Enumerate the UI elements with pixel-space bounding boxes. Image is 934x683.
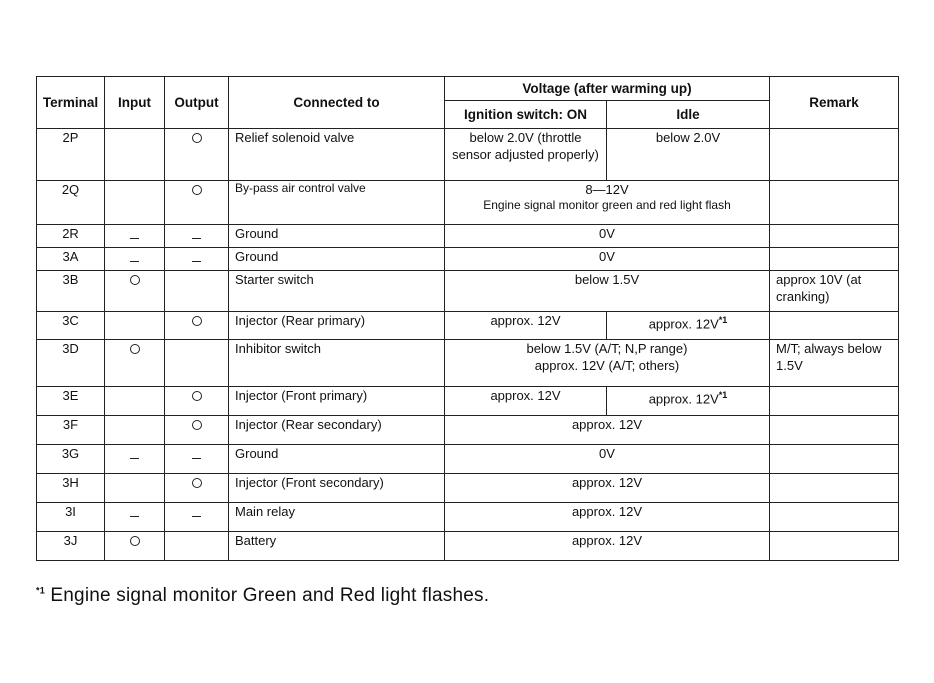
voltage-value-line2: Engine signal monitor green and red light flash <box>483 198 731 212</box>
dash-icon <box>192 516 201 517</box>
connected-to-cell: By-pass air control valve <box>229 181 445 225</box>
idle-cell <box>607 129 770 181</box>
input-cell <box>105 416 165 445</box>
voltage-value: approx. 12V <box>571 417 643 432</box>
terminal-cell: 3J <box>37 532 105 561</box>
connected-to-cell: Ground <box>229 445 445 474</box>
idle-footnote-mark: *1 <box>718 315 728 325</box>
connected-to-cell: Relief solenoid valve <box>229 129 445 181</box>
remark-cell <box>770 416 899 445</box>
table-row <box>37 225 899 248</box>
table-row <box>37 532 899 561</box>
connected-to-cell: Starter switch <box>229 271 445 312</box>
remark-cell <box>770 181 899 225</box>
connected-to-cell: Ground <box>229 248 445 271</box>
input-cell <box>105 181 165 225</box>
voltage-merged-cell <box>445 181 770 225</box>
terminal-cell: 3G <box>37 445 105 474</box>
idle-value: approx. 12V <box>648 391 719 407</box>
connected-to-cell: Ground <box>229 225 445 248</box>
header-output: Output <box>165 77 229 129</box>
output-cell <box>165 503 229 532</box>
dash-icon <box>130 261 139 262</box>
terminal-cell: 2P <box>37 129 105 181</box>
idle-value: below 2.0V <box>655 130 721 145</box>
terminal-cell: 3C <box>37 312 105 340</box>
input-cell <box>105 271 165 312</box>
input-cell <box>105 129 165 181</box>
output-cell <box>165 532 229 561</box>
circle-icon <box>192 133 202 143</box>
idle-cell <box>607 387 770 416</box>
voltage-merged-cell <box>445 271 770 312</box>
footnote-text: Engine signal monitor Green and Red light flashes. <box>50 585 490 606</box>
voltage-value: 8—12V <box>585 182 629 197</box>
output-cell <box>165 181 229 225</box>
voltage-merged-cell <box>445 248 770 271</box>
output-cell <box>165 445 229 474</box>
terminal-cell: 3I <box>37 503 105 532</box>
remark-cell <box>770 248 899 271</box>
voltage-value: approx. 12V <box>571 533 643 548</box>
remark-cell: M/T; always below 1.5V <box>770 340 899 387</box>
input-cell <box>105 312 165 340</box>
remark-cell <box>770 387 899 416</box>
terminal-voltage-table <box>36 76 898 561</box>
voltage-value-line2: approx. 12V (A/T; others) <box>534 358 680 373</box>
terminal-cell: 2Q <box>37 181 105 225</box>
circle-icon <box>192 478 202 488</box>
ignition-on-cell: approx. 12V <box>445 387 607 416</box>
remark-cell <box>770 225 899 248</box>
remark-cell <box>770 474 899 503</box>
footnote-mark: *1 <box>36 585 45 596</box>
ignition-on-cell: below 2.0V (throttle sensor adjusted properly) <box>445 129 607 181</box>
voltage-value: approx. 12V <box>571 475 643 490</box>
terminal-cell: 3B <box>37 271 105 312</box>
voltage-value: 0V <box>599 226 615 241</box>
idle-cell <box>607 312 770 340</box>
voltage-merged-cell <box>445 474 770 503</box>
voltage-merged-cell <box>445 503 770 532</box>
input-cell <box>105 248 165 271</box>
input-cell <box>105 445 165 474</box>
output-cell <box>165 129 229 181</box>
dash-icon <box>130 516 139 517</box>
remark-cell <box>770 129 899 181</box>
voltage-value: below 1.5V <box>574 272 640 287</box>
voltage-merged-cell <box>445 445 770 474</box>
output-cell <box>165 271 229 312</box>
connected-to-cell: Battery <box>229 532 445 561</box>
remark-cell <box>770 312 899 340</box>
voltage-merged-cell <box>445 532 770 561</box>
ignition-on-cell: approx. 12V <box>445 312 607 340</box>
remark-cell <box>770 532 899 561</box>
terminal-cell: 3D <box>37 340 105 387</box>
table-row <box>37 181 899 225</box>
remark-cell <box>770 445 899 474</box>
output-cell <box>165 474 229 503</box>
voltage-value: below 1.5V (A/T; N,P range) <box>526 341 688 356</box>
circle-icon <box>192 185 202 195</box>
output-cell <box>165 248 229 271</box>
dash-icon <box>130 238 139 239</box>
connected-to-cell: Main relay <box>229 503 445 532</box>
circle-icon <box>130 536 140 546</box>
connected-to-cell: Injector (Rear secondary) <box>229 416 445 445</box>
output-cell <box>165 312 229 340</box>
voltage-merged-cell <box>445 416 770 445</box>
header-terminal: Terminal <box>37 77 105 129</box>
circle-icon <box>130 275 140 285</box>
terminal-cell: 3E <box>37 387 105 416</box>
remark-cell <box>770 503 899 532</box>
table-row <box>37 248 899 271</box>
voltage-value: 0V <box>599 249 615 264</box>
input-cell <box>105 387 165 416</box>
header-voltage: Voltage (after warming up) <box>445 77 770 101</box>
circle-icon <box>192 420 202 430</box>
terminal-cell: 3F <box>37 416 105 445</box>
output-cell <box>165 340 229 387</box>
table-row <box>37 445 899 474</box>
idle-footnote-mark: *1 <box>718 390 728 400</box>
voltage-value: approx. 12V <box>571 504 643 519</box>
table-row <box>37 474 899 503</box>
dash-icon <box>192 238 201 239</box>
remark-cell: approx 10V (at cranking) <box>770 271 899 312</box>
voltage-value: 0V <box>599 446 615 461</box>
terminal-cell: 3H <box>37 474 105 503</box>
connected-to-cell: Inhibitor switch <box>229 340 445 387</box>
header-connected-to: Connected to <box>229 77 445 129</box>
circle-icon <box>192 316 202 326</box>
terminal-cell: 2R <box>37 225 105 248</box>
terminal-cell: 3A <box>37 248 105 271</box>
connected-to-cell: Injector (Front secondary) <box>229 474 445 503</box>
connected-to-cell: Injector (Rear primary) <box>229 312 445 340</box>
idle-value: approx. 12V <box>648 316 719 332</box>
voltage-merged-cell <box>445 340 770 387</box>
input-cell <box>105 532 165 561</box>
header-idle: Idle <box>607 101 770 129</box>
output-cell <box>165 387 229 416</box>
header-input: Input <box>105 77 165 129</box>
header-remark: Remark <box>770 77 899 129</box>
table-row <box>37 416 899 445</box>
voltage-merged-cell <box>445 225 770 248</box>
table-row <box>37 312 899 340</box>
input-cell <box>105 474 165 503</box>
data-table <box>36 76 899 561</box>
table-row <box>37 340 899 387</box>
circle-icon <box>130 344 140 354</box>
circle-icon <box>192 391 202 401</box>
input-cell <box>105 225 165 248</box>
dash-icon <box>192 458 201 459</box>
output-cell <box>165 416 229 445</box>
output-cell <box>165 225 229 248</box>
table-row <box>37 503 899 532</box>
footnote <box>36 585 489 607</box>
connected-to-cell: Injector (Front primary) <box>229 387 445 416</box>
table-body <box>37 129 899 561</box>
dash-icon <box>130 458 139 459</box>
table-row <box>37 129 899 181</box>
table-row <box>37 271 899 312</box>
table-row <box>37 387 899 416</box>
dash-icon <box>192 261 201 262</box>
input-cell <box>105 503 165 532</box>
input-cell <box>105 340 165 387</box>
header-ignition-on: Ignition switch: ON <box>445 101 607 129</box>
